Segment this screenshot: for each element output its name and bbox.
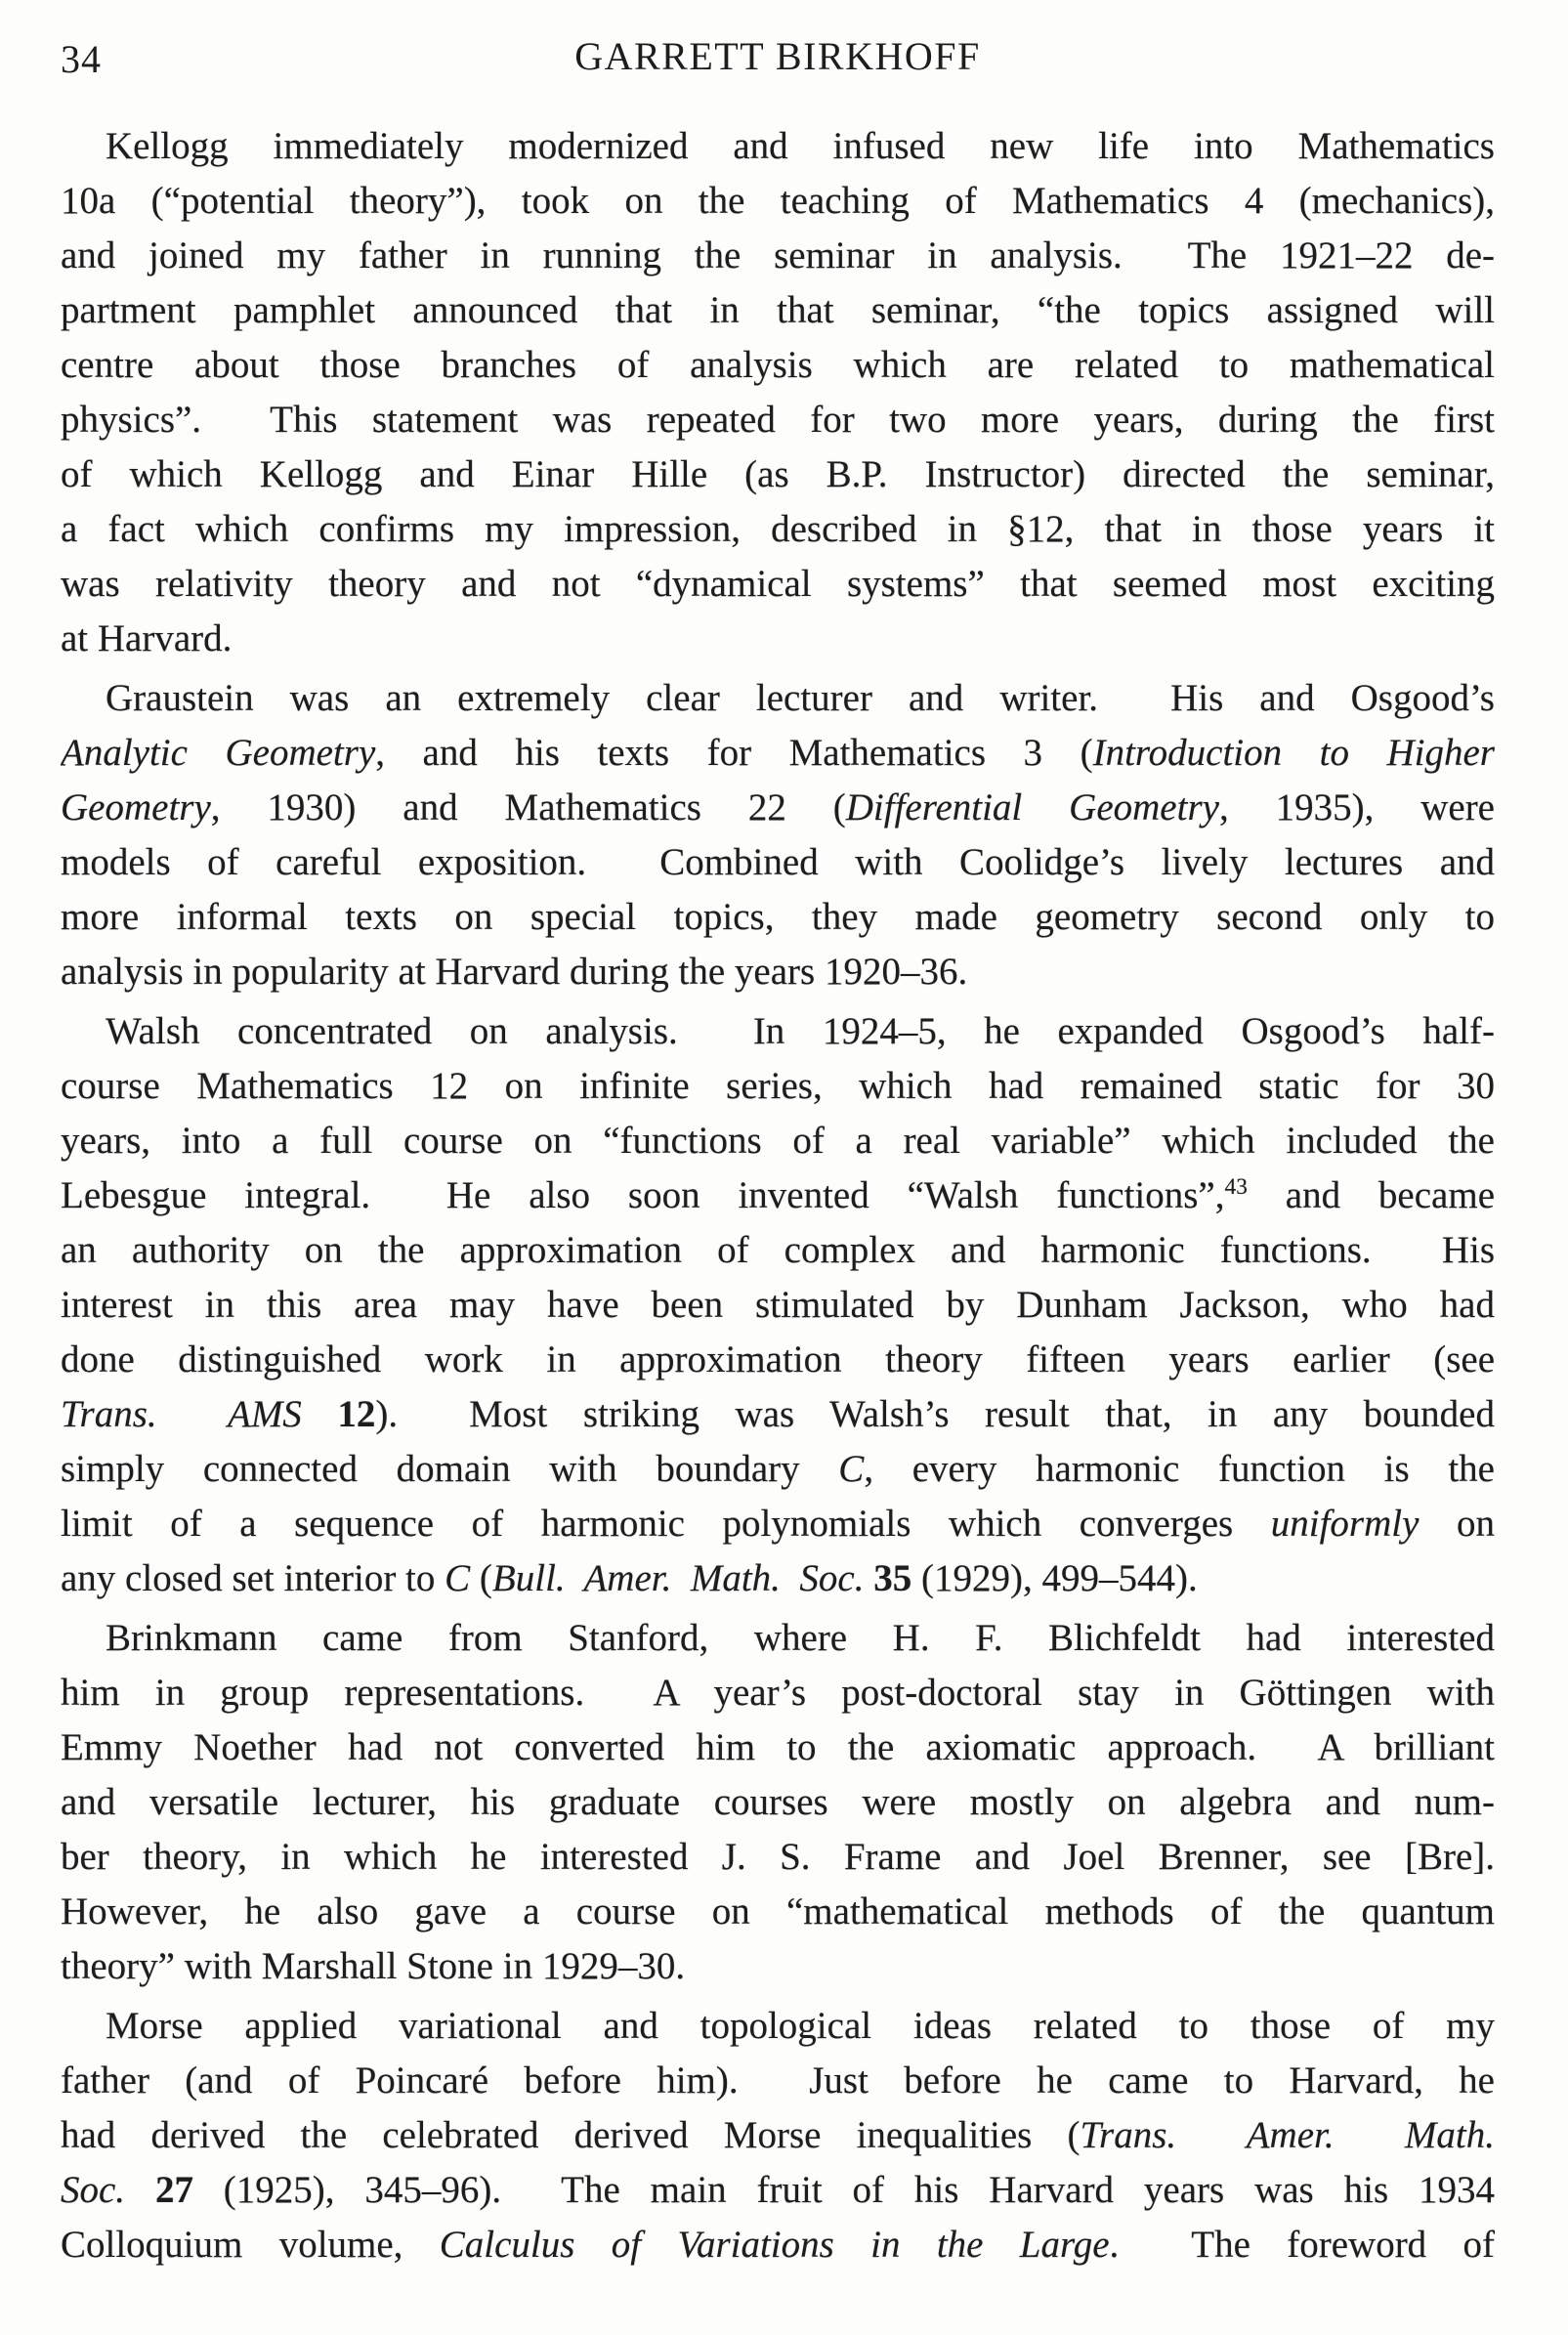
paragraph bbox=[61, 671, 1495, 999]
text-segment: done distinguished work in approximation theory fifteen years earlier (see bbox=[61, 1338, 1495, 1380]
text-segment: C bbox=[445, 1557, 471, 1599]
text-line bbox=[61, 781, 1495, 835]
text-line bbox=[61, 1004, 1495, 1059]
text-line bbox=[61, 612, 1495, 666]
text-line bbox=[61, 393, 1495, 447]
text-segment: , 1935), were bbox=[1218, 786, 1495, 828]
text-segment: (1925), 345–96). The main fruit of his Harvard years was his 1934 bbox=[192, 2169, 1495, 2211]
text-line bbox=[61, 1442, 1495, 1497]
text-segment: years, into a full course on “functions of a real variable” which included the bbox=[61, 1120, 1495, 1162]
text-segment: Emmy Noether had not converted him to the axiomatic approach. A brilliant bbox=[61, 1726, 1495, 1768]
text-segment: 12 bbox=[337, 1393, 376, 1435]
text-segment: Walsh concentrated on analysis. In 1924–5, he expanded Osgood’s half- bbox=[106, 1010, 1495, 1052]
text-segment: him in group representations. A year’s post-doctoral stay in Göttingen with bbox=[61, 1672, 1495, 1714]
paragraph bbox=[61, 119, 1495, 666]
text-line bbox=[61, 890, 1495, 945]
text-segment: However, he also gave a course on “mathematical methods of the quantum bbox=[61, 1890, 1495, 1932]
text-line bbox=[61, 1278, 1495, 1333]
text-line bbox=[61, 1999, 1495, 2054]
text-segment: . The foreword of bbox=[1109, 2224, 1495, 2266]
text-segment: Brinkmann came from Stanford, where H. F. Blichfeldt had interested bbox=[106, 1617, 1495, 1659]
text-segment: partment pamphlet announced that in that seminar, “the topics assigned will bbox=[61, 289, 1495, 331]
text-segment: was relativity theory and not “dynamical systems” that seemed most exciting bbox=[61, 563, 1495, 605]
text-segment: father (and of Poincaré before him). Just before he came to Harvard, he bbox=[61, 2059, 1495, 2102]
text-segment: and became bbox=[1247, 1174, 1495, 1216]
text-segment: Lebesgue integral. He also soon invented “Walsh functions”, bbox=[61, 1174, 1225, 1216]
text-segment: and joined my father in running the seminar in analysis. The 1921–22 de- bbox=[61, 234, 1495, 276]
text-segment: theory” with Marshall Stone in 1929–30. bbox=[61, 1945, 686, 1987]
text-line bbox=[61, 945, 1495, 999]
text-segment: centre about those branches of analysis which are related to mathematical bbox=[61, 344, 1495, 386]
text-segment: ber theory, in which he interested J. S. Frame and Joel Brenner, see [Bre]. bbox=[61, 1836, 1495, 1878]
text-line bbox=[61, 1611, 1495, 1666]
text-segment: (1929), 499–544). bbox=[911, 1557, 1198, 1599]
text-segment: simply connected domain with boundary bbox=[61, 1448, 839, 1490]
text-segment: Colloquium volume, bbox=[61, 2224, 440, 2266]
text-segment: 35 bbox=[873, 1557, 912, 1599]
text-line bbox=[61, 1551, 1495, 1606]
text-segment: had derived the celebrated derived Morse inequalities ( bbox=[61, 2114, 1081, 2156]
text-line bbox=[61, 174, 1495, 229]
text-segment: Differential Geometry bbox=[845, 786, 1219, 828]
text-segment: , every harmonic function is the bbox=[864, 1448, 1495, 1490]
text-line bbox=[61, 283, 1495, 338]
text-line bbox=[61, 1223, 1495, 1278]
text-line bbox=[61, 338, 1495, 393]
text-line bbox=[61, 447, 1495, 502]
text-line bbox=[61, 119, 1495, 174]
text-segment: 27 bbox=[154, 2169, 193, 2211]
text-segment: course Mathematics 12 on infinite series, which had remained static for 30 bbox=[61, 1065, 1495, 1107]
text-segment: Analytic Geometry bbox=[61, 732, 376, 774]
text-line bbox=[61, 2163, 1495, 2218]
text-line bbox=[61, 1666, 1495, 1720]
page-text bbox=[61, 119, 1495, 2272]
text-segment: limit of a sequence of harmonic polynomials which converges bbox=[61, 1503, 1271, 1545]
text-segment bbox=[125, 2169, 155, 2211]
text-segment: Trans. AMS bbox=[61, 1393, 338, 1435]
text-segment: any closed set interior to bbox=[61, 1557, 445, 1599]
text-segment: , 1930) and Mathematics 22 ( bbox=[210, 786, 846, 828]
text-line bbox=[61, 1497, 1495, 1551]
text-segment: on bbox=[1419, 1503, 1495, 1545]
text-line bbox=[61, 1333, 1495, 1387]
text-segment: , and his texts for Mathematics 3 ( bbox=[375, 732, 1093, 774]
text-segment: of which Kellogg and Einar Hille (as B.P. Instructor) directed the seminar, bbox=[61, 453, 1495, 495]
text-line bbox=[61, 1885, 1495, 1939]
text-segment: analysis in popularity at Harvard during the years 1920–36. bbox=[61, 951, 968, 993]
text-line bbox=[61, 1387, 1495, 1442]
footnote-reference: 43 bbox=[1224, 1173, 1248, 1200]
paragraph bbox=[61, 1999, 1495, 2272]
text-segment: Trans. Amer. Math. bbox=[1080, 2114, 1495, 2156]
text-line bbox=[61, 1775, 1495, 1830]
text-line bbox=[61, 557, 1495, 612]
text-line bbox=[61, 1939, 1495, 1994]
text-line bbox=[61, 835, 1495, 890]
text-segment: C bbox=[838, 1448, 865, 1490]
text-segment: physics”. This statement was repeated for two more years, during the first bbox=[61, 399, 1495, 441]
running-header bbox=[61, 33, 1495, 82]
text-line bbox=[61, 1114, 1495, 1168]
text-line bbox=[61, 2054, 1495, 2108]
text-line bbox=[61, 1830, 1495, 1885]
text-segment: Morse applied variational and topological ideas related to those of my bbox=[106, 2005, 1495, 2047]
paragraph bbox=[61, 1611, 1495, 1994]
text-line bbox=[61, 1720, 1495, 1775]
page-number: 34 bbox=[61, 37, 102, 81]
text-segment: uniformly bbox=[1270, 1503, 1420, 1545]
running-head-title: GARRETT BIRKHOFF bbox=[574, 34, 981, 78]
text-segment: Kellogg immediately modernized and infused new life into Mathematics bbox=[106, 125, 1495, 167]
text-line bbox=[61, 2218, 1495, 2272]
text-segment: ( bbox=[470, 1557, 492, 1599]
paragraph bbox=[61, 1004, 1495, 1606]
text-segment: at Harvard. bbox=[61, 617, 233, 659]
text-line bbox=[61, 671, 1495, 726]
text-segment: Soc. bbox=[61, 2169, 126, 2211]
text-segment: interest in this area may have been stimulated by Dunham Jackson, who had bbox=[61, 1284, 1495, 1326]
text-segment: Geometry bbox=[61, 786, 211, 828]
text-line bbox=[61, 229, 1495, 283]
text-segment: models of careful exposition. Combined with Coolidge’s lively lectures and bbox=[61, 841, 1495, 883]
text-segment: more informal texts on special topics, they made geometry second only to bbox=[61, 896, 1495, 938]
text-segment: Calculus of Variations in the Large bbox=[439, 2224, 1110, 2266]
text-segment: Graustein was an extremely clear lecturer and writer. His and Osgood’s bbox=[106, 677, 1495, 719]
text-segment: an authority on the approximation of complex and harmonic functions. His bbox=[61, 1229, 1495, 1271]
text-segment: and versatile lecturer, his graduate courses were mostly on algebra and num- bbox=[61, 1781, 1495, 1823]
text-segment: ). Most striking was Walsh’s result that, in any bounded bbox=[375, 1393, 1495, 1435]
text-segment: Introduction to Higher bbox=[1092, 732, 1495, 774]
text-segment: a fact which confirms my impression, described in §12, that in those years it bbox=[61, 508, 1495, 550]
text-line bbox=[61, 1059, 1495, 1114]
text-line bbox=[61, 2108, 1495, 2163]
text-line bbox=[61, 1168, 1495, 1223]
text-segment bbox=[865, 1557, 874, 1599]
text-segment: Bull. Amer. Math. Soc. bbox=[491, 1557, 865, 1599]
text-segment: 10a (“potential theory”), took on the teaching of Mathematics 4 (mechanics), bbox=[61, 180, 1495, 222]
text-line bbox=[61, 502, 1495, 557]
text-line bbox=[61, 726, 1495, 781]
